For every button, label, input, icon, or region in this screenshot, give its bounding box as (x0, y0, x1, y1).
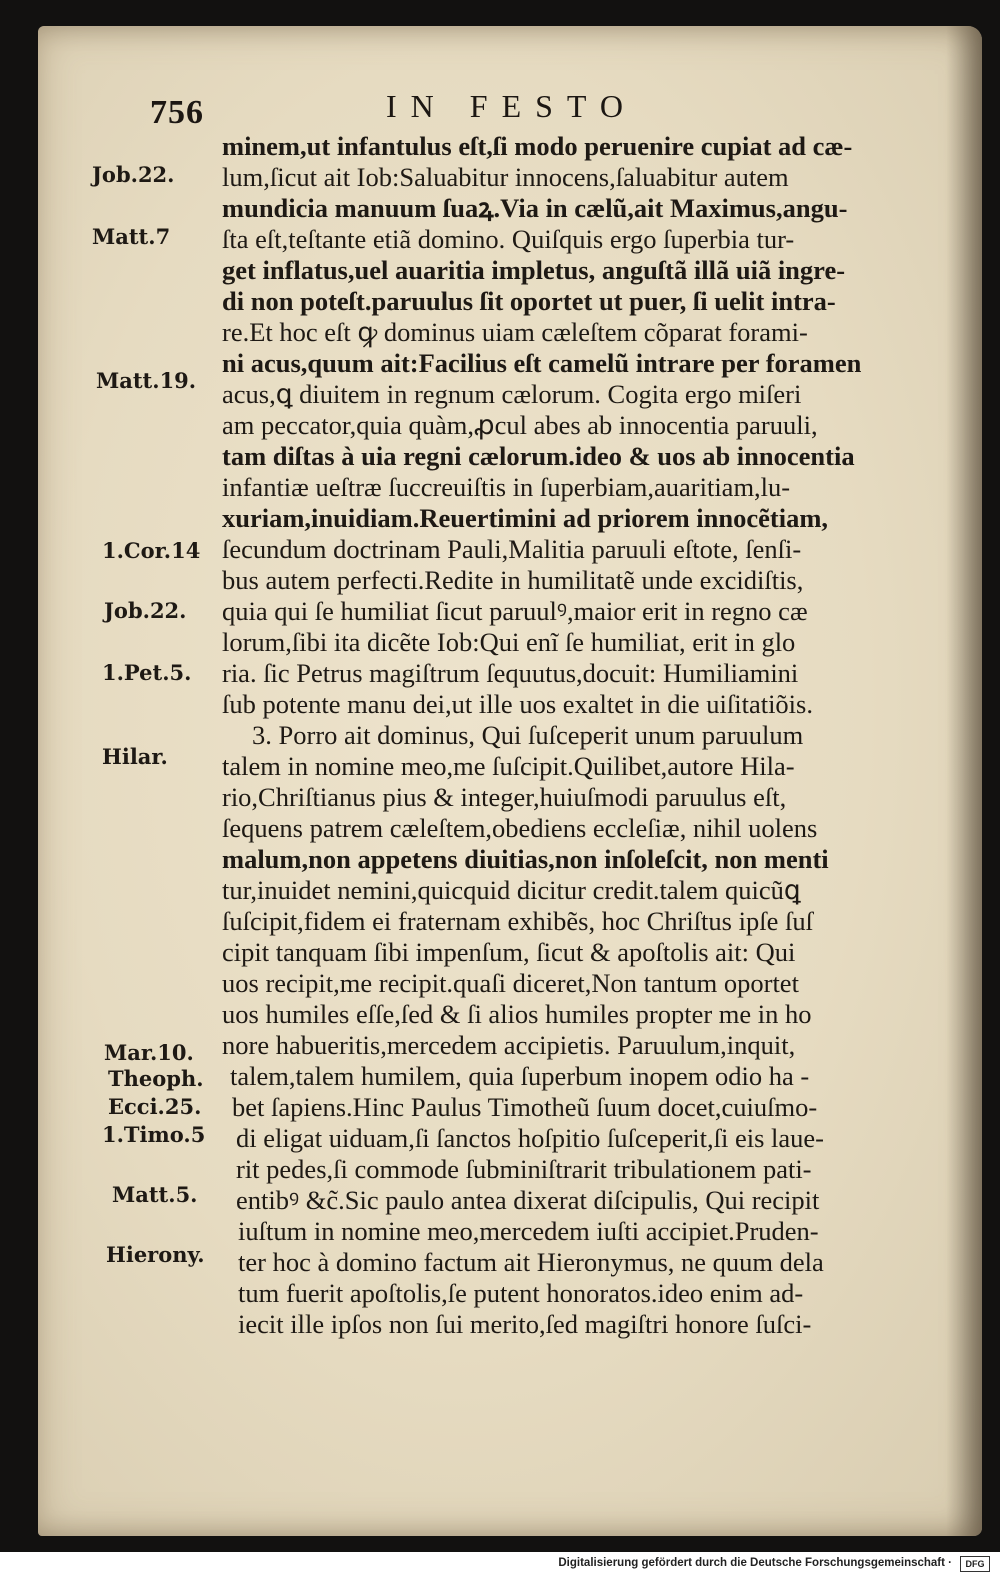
text-line: re.Et hoc eſt ꝙ dominus uiam cæleſtem cõparat forami- (222, 317, 808, 347)
text-line: am peccator,quia quàm,ꝓcul abes ab innocentia paruuli, (222, 410, 818, 440)
text-line: lorum,ſibi ita dicẽte Iob:Qui enĩ ſe humiliat, erit in glo (222, 627, 796, 657)
text-line: entibꝰ &c̃.Sic paulo antea dixerat diſcipulis, Qui recipit (236, 1185, 820, 1215)
text-line: ſequens patrem cæleſtem,obediens eccleſiæ, nihil uolens (222, 813, 818, 843)
text-line: nore habueritis,mercedem accipietis. Paruulum,inquit, (222, 1030, 796, 1060)
text-line: ter hoc à domino factum ait Hieronymus, ne quum dela (238, 1247, 824, 1277)
text-line: tum fuerit apoſtolis,ſe putent honoratos.ideo enim ad- (238, 1278, 804, 1308)
text-line: quia qui ſe humiliat ſicut paruulꝰ,maior erit in regno cæ (222, 596, 808, 626)
text-line: get inflatus,uel auaritia impletus, anguſtã illã uiã ingre- (222, 255, 846, 285)
text-line: ni acus,quum ait:Facilius eſt camelũ intrare per foramen (222, 348, 862, 378)
text-line: rit pedes,ſi commode ſubminiſtrarit tribulationem pati- (236, 1154, 812, 1184)
text-line: ſta eſt,teſtante etiã domino. Quiſquis ergo ſuperbia tur- (222, 224, 795, 254)
text-line: ſecundum doctrinam Pauli,Malitia paruuli eſtote, ſenſi- (222, 534, 802, 564)
text-line: malum,non appetens diuitias,non inſoleſcit, non menti (222, 844, 829, 874)
text-line: minem,ut infantulus eſt,ſi modo peruenire cupiat ad cæ- (222, 131, 853, 161)
text-line: ſub potente manu dei,ut ille uos exaltet in die uiſitatiõis. (222, 689, 813, 719)
text-line: di eligat uiduam,ſi ſanctos hoſpitio ſuſceperit,ſi eis laue- (236, 1123, 825, 1153)
text-line: uos humiles eſſe,ſed & ſi alios humiles propter me in ho (222, 999, 812, 1029)
text-line: talem in nomine meo,me ſuſcipit.Quilibet,autore Hila- (222, 751, 795, 781)
text-line: di non poteſt.paruulus ſit oportet ut puer, ſi uelit intra- (222, 286, 836, 316)
text-line: lum,ſicut ait Iob:Saluabitur innocens,ſaluabitur autem (222, 162, 789, 192)
margin-note: Hierony. (106, 1242, 205, 1267)
funding-notice: Digitalisierung gefördert durch die Deutsche Forschungsgemeinschaft · (558, 1557, 952, 1569)
text-line: 3. Porro ait dominus, Qui ſuſceperit unum paruulum (252, 720, 804, 750)
margin-note: Matt.19. (96, 368, 197, 393)
text-line: infantiæ ueſtræ ſuccreuiſtis in ſuperbiam,auaritiam,lu- (222, 472, 791, 502)
text-line: bus autem perfecti.Redite in humilitatẽ unde excidiſtis, (222, 565, 804, 595)
text-line: xuriam,inuidiam.Reuertimini ad priorem innocẽtiam, (222, 503, 829, 533)
margin-note: Matt.7 (92, 224, 171, 249)
text-line: uos recipit,me recipit.quaſi diceret,Non tantum oportet (222, 968, 799, 998)
margin-note: Ecci.25. (108, 1094, 202, 1119)
margin-note: Mar.10. (104, 1040, 194, 1065)
page-number: 756 (150, 94, 204, 131)
text-line: tam diſtas à uia regni cælorum.ideo & uos ab innocentia (222, 441, 855, 471)
margin-note: 1.Pet.5. (102, 660, 192, 685)
text-line: iecit ille ipſos non ſui merito,ſed magiſtri honore ſuſci- (238, 1309, 812, 1339)
text-line: tur,inuidet nemini,quicquid dicitur credit.talem quicũꝗ (222, 875, 801, 905)
margin-note: 1.Timo.5 (102, 1122, 206, 1147)
text-line: talem,talem humilem, quia ſuperbum inopem odio ha - (230, 1061, 810, 1091)
margin-note: Job.22. (104, 598, 187, 623)
text-line: iuſtum in nomine meo,mercedem iuſti accipiet.Pruden- (238, 1216, 819, 1246)
running-head: IN FESTO (386, 88, 637, 124)
margin-note: Hilar. (102, 744, 168, 769)
text-line: cipit tanquam ſibi impenſum, ſicut & apoſtolis ait: Qui (222, 937, 796, 967)
text-line: mundicia manuum ſuaꝝ.Via in cælũ,ait Maximus,angu- (222, 193, 848, 223)
text-line: bet ſapiens.Hinc Paulus Timotheũ ſuum docet,cuiuſmo- (232, 1092, 818, 1122)
margin-note: Theoph. (108, 1066, 204, 1091)
margin-note: 1.Cor.14 (102, 538, 201, 563)
text-line: ria. ſic Petrus magiſtrum ſequutus,docuit: Humiliamini (222, 658, 799, 688)
text-line: acus,ꝗ diuitem in regnum cælorum. Cogita ergo miſeri (222, 379, 802, 409)
margin-note: Job.22. (92, 162, 175, 187)
margin-note: Matt.5. (112, 1182, 198, 1207)
text-line: ſuſcipit,fidem ei fraternam exhibẽs, hoc Chriſtus ipſe ſuſ (222, 906, 813, 936)
text-line: rio,Chriſtianus pius & integer,huiuſmodi paruulus eſt, (222, 782, 787, 812)
dfg-logo-icon: DFG (960, 1556, 990, 1572)
